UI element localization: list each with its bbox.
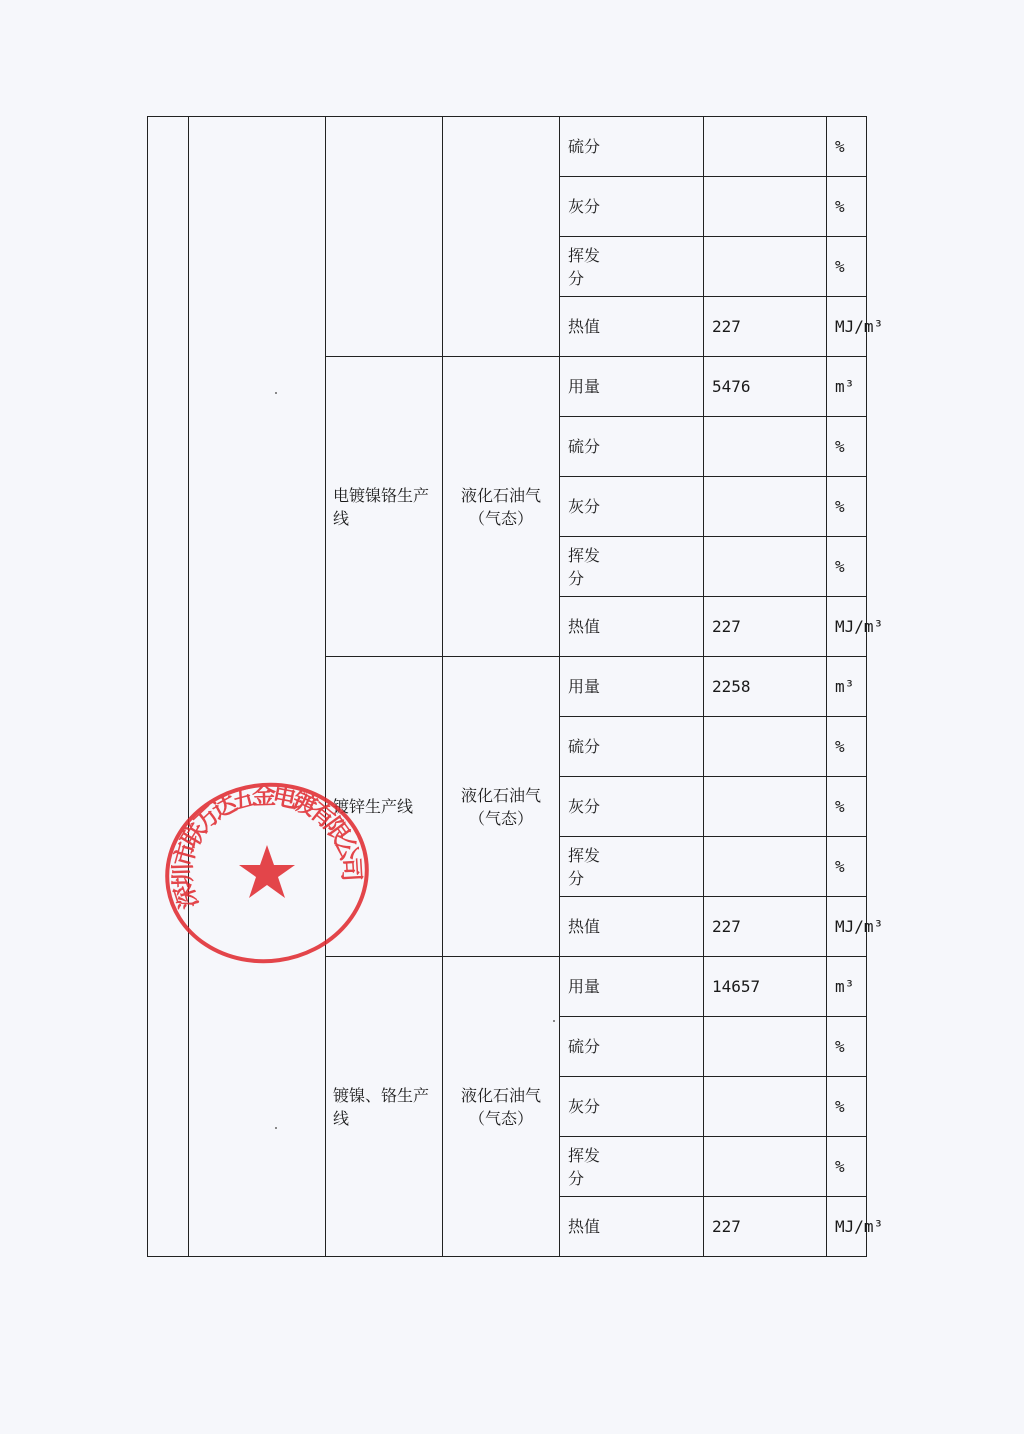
parameter-value-cell: 227 [704, 1197, 827, 1257]
parameter-value-cell: 5476 [704, 357, 827, 417]
unit-cell: % [827, 417, 867, 477]
fuel-type-cell: 液化石油气（气态） [443, 657, 560, 957]
unit-cell: % [827, 717, 867, 777]
parameter-name-cell: 挥发分 [560, 837, 704, 897]
parameter-name-cell: 灰分 [560, 477, 704, 537]
parameter-name-cell: 用量 [560, 357, 704, 417]
parameter-value-cell [704, 837, 827, 897]
unit-cell: % [827, 1137, 867, 1197]
fuel-type-cell [443, 117, 560, 357]
parameter-name-cell: 挥发分 [560, 237, 704, 297]
parameter-name-cell: 热值 [560, 897, 704, 957]
unit-cell: % [827, 177, 867, 237]
unit-cell: % [827, 537, 867, 597]
parameter-name-cell: 热值 [560, 597, 704, 657]
parameter-name-cell: 灰分 [560, 1077, 704, 1137]
parameter-name-cell: 挥发分 [560, 537, 704, 597]
parameter-name-cell: 热值 [560, 1197, 704, 1257]
production-line-cell: 电镀镍铬生产线 [326, 357, 443, 657]
parameter-name-cell: 硫分 [560, 417, 704, 477]
unit-cell: m³ [827, 357, 867, 417]
parameter-value-cell: 227 [704, 297, 827, 357]
unit-cell: m³ [827, 657, 867, 717]
unit-cell: % [827, 117, 867, 177]
parameter-value-cell [704, 237, 827, 297]
index-column-cell [148, 117, 189, 1257]
parameter-value-cell [704, 1017, 827, 1077]
parameter-name-cell: 灰分 [560, 177, 704, 237]
unit-cell: % [827, 777, 867, 837]
unit-cell: % [827, 1017, 867, 1077]
unit-cell: MJ/m³ [827, 297, 867, 357]
unit-cell: % [827, 837, 867, 897]
parameter-value-cell [704, 777, 827, 837]
fuel-usage-table [147, 116, 884, 1257]
parameter-name-cell: 用量 [560, 957, 704, 1017]
unit-cell: MJ/m³ [827, 897, 867, 957]
parameter-name-cell: 硫分 [560, 717, 704, 777]
parameter-value-cell [704, 537, 827, 597]
parameter-name-cell: 硫分 [560, 117, 704, 177]
parameter-name-cell: 用量 [560, 657, 704, 717]
parameter-name-cell: 挥发分 [560, 1137, 704, 1197]
production-line-cell [326, 117, 443, 357]
table-row [148, 117, 867, 177]
parameter-value-cell [704, 477, 827, 537]
production-line-cell: 镀锌生产线 [326, 657, 443, 957]
unit-cell: % [827, 1077, 867, 1137]
unit-cell: % [827, 237, 867, 297]
unit-cell: MJ/m³ [827, 597, 867, 657]
seal-text: 深圳市联万达五金电镀有限公司 [167, 781, 367, 913]
parameter-name-cell: 硫分 [560, 1017, 704, 1077]
unit-cell: % [827, 477, 867, 537]
fuel-type-cell: 液化石油气（气态） [443, 957, 560, 1257]
fuel-type-cell: 液化石油气（气态） [443, 357, 560, 657]
parameter-value-cell [704, 417, 827, 477]
parameter-value-cell [704, 117, 827, 177]
scan-speck [553, 1020, 555, 1022]
parameter-value-cell: 227 [704, 597, 827, 657]
scan-speck [275, 392, 277, 394]
parameter-value-cell: 227 [704, 897, 827, 957]
parameter-value-cell [704, 1137, 827, 1197]
unit-cell: m³ [827, 957, 867, 1017]
parameter-value-cell: 14657 [704, 957, 827, 1017]
parameter-name-cell: 灰分 [560, 777, 704, 837]
scan-speck [275, 1127, 277, 1129]
unit-cell: MJ/m³ [827, 1197, 867, 1257]
parameter-value-cell [704, 1077, 827, 1137]
parameter-value-cell [704, 177, 827, 237]
category-column-cell [189, 117, 326, 1257]
parameter-value-cell: 2258 [704, 657, 827, 717]
production-line-cell: 镀镍、铬生产线 [326, 957, 443, 1257]
parameter-value-cell [704, 717, 827, 777]
parameter-name-cell: 热值 [560, 297, 704, 357]
